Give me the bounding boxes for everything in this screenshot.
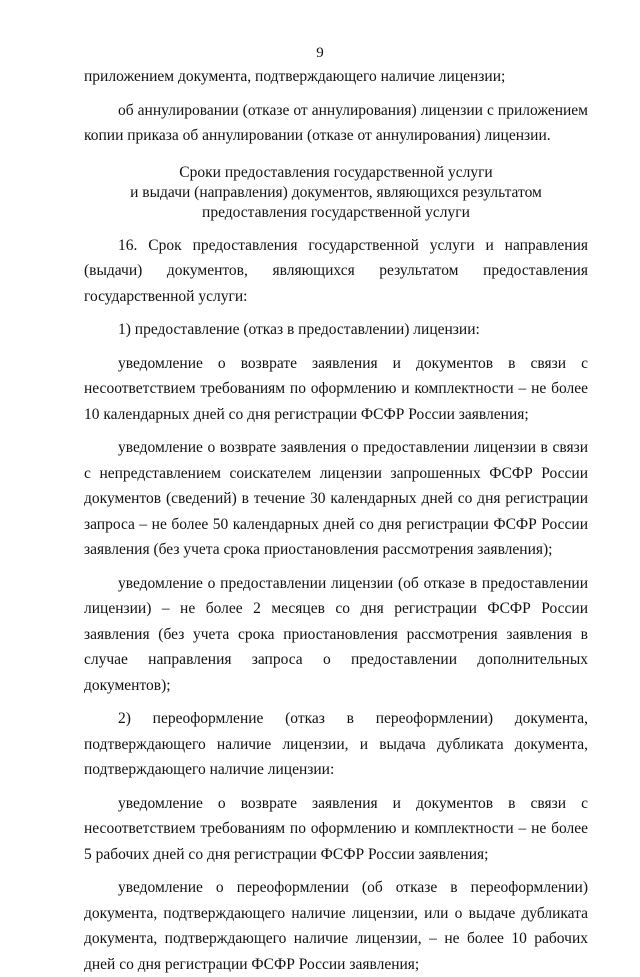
- paragraph-reissue-notice: уведомление о переоформлении (об отказе в переоформлении) документа, подтверждающего наличие лицензии, или о выдаче дубликата документа, подтверждающего наличие лицензии, – не более 10 рабочих дней со дня регистрации ФСФР России заявления;: [84, 879, 588, 973]
- paragraph-return-notice-50-days: уведомление о возврате заявления о предоставлении лицензии в связи с непредставлением соискателем лицензии запрошенных ФСФР России документов (сведений) в течение 30 календарных дней со дня регистрации запроса – не более 50 календарных дней со дня регистрации ФСФР России заявления (без учета срока приостановления рассмотрения заявления);: [84, 439, 588, 558]
- section-heading-line-2: и выдачи (направления) документов, являющихся результатом: [130, 183, 542, 201]
- paragraph-return-notice-5-days: уведомление о возврате заявления и документов в связи с несоответствием требованиям по оформлению и комплектности – не более 5 рабочих дней со дня регистрации ФСФР России заявления;: [84, 794, 588, 863]
- paragraph-item-1: 1) предоставление (отказ в предоставлении) лицензии:: [118, 321, 480, 338]
- document-body: [84, 64, 588, 977]
- paragraph-clause-16: 16. Срок предоставления государственной услуги и направления (выдачи) документов, являющихся результатом предоставления государственной услуги:: [84, 236, 588, 305]
- section-heading-line-1: Сроки предоставления государственной услуги: [179, 163, 493, 181]
- paragraph-item-2: 2) переоформление (отказ в переоформлении) документа, подтверждающего наличие лицензии, и выдача дубликата документа, подтверждающего наличие лицензии:: [84, 710, 588, 778]
- paragraph-return-notice-10-days: уведомление о возврате заявления и документов в связи с несоответствием требованиям по оформлению и комплектности – не более 10 календарных дней со дня регистрации ФСФР России заявления;: [84, 354, 588, 423]
- paragraph-license-decision-notice: уведомление о предоставлении лицензии (об отказе в предоставлении лицензии) – не более 2 месяцев со дня регистрации ФСФР России заявления (без учета срока приостановления рассмотрения заявления в случае направления запроса о предоставлении дополнительных документов);: [84, 574, 588, 694]
- section-heading: [84, 163, 588, 223]
- section-heading-line-3: предоставления государственной услуги: [202, 203, 470, 221]
- paragraph-attachment: приложением документа, подтверждающего наличие лицензии;: [84, 68, 506, 85]
- paragraph-annulment: об аннулировании (отказе от аннулирования) лицензии с приложением копии приказа об аннулировании (отказе от аннулирования) лицензии.: [84, 101, 588, 144]
- page-number: 9: [316, 45, 324, 61]
